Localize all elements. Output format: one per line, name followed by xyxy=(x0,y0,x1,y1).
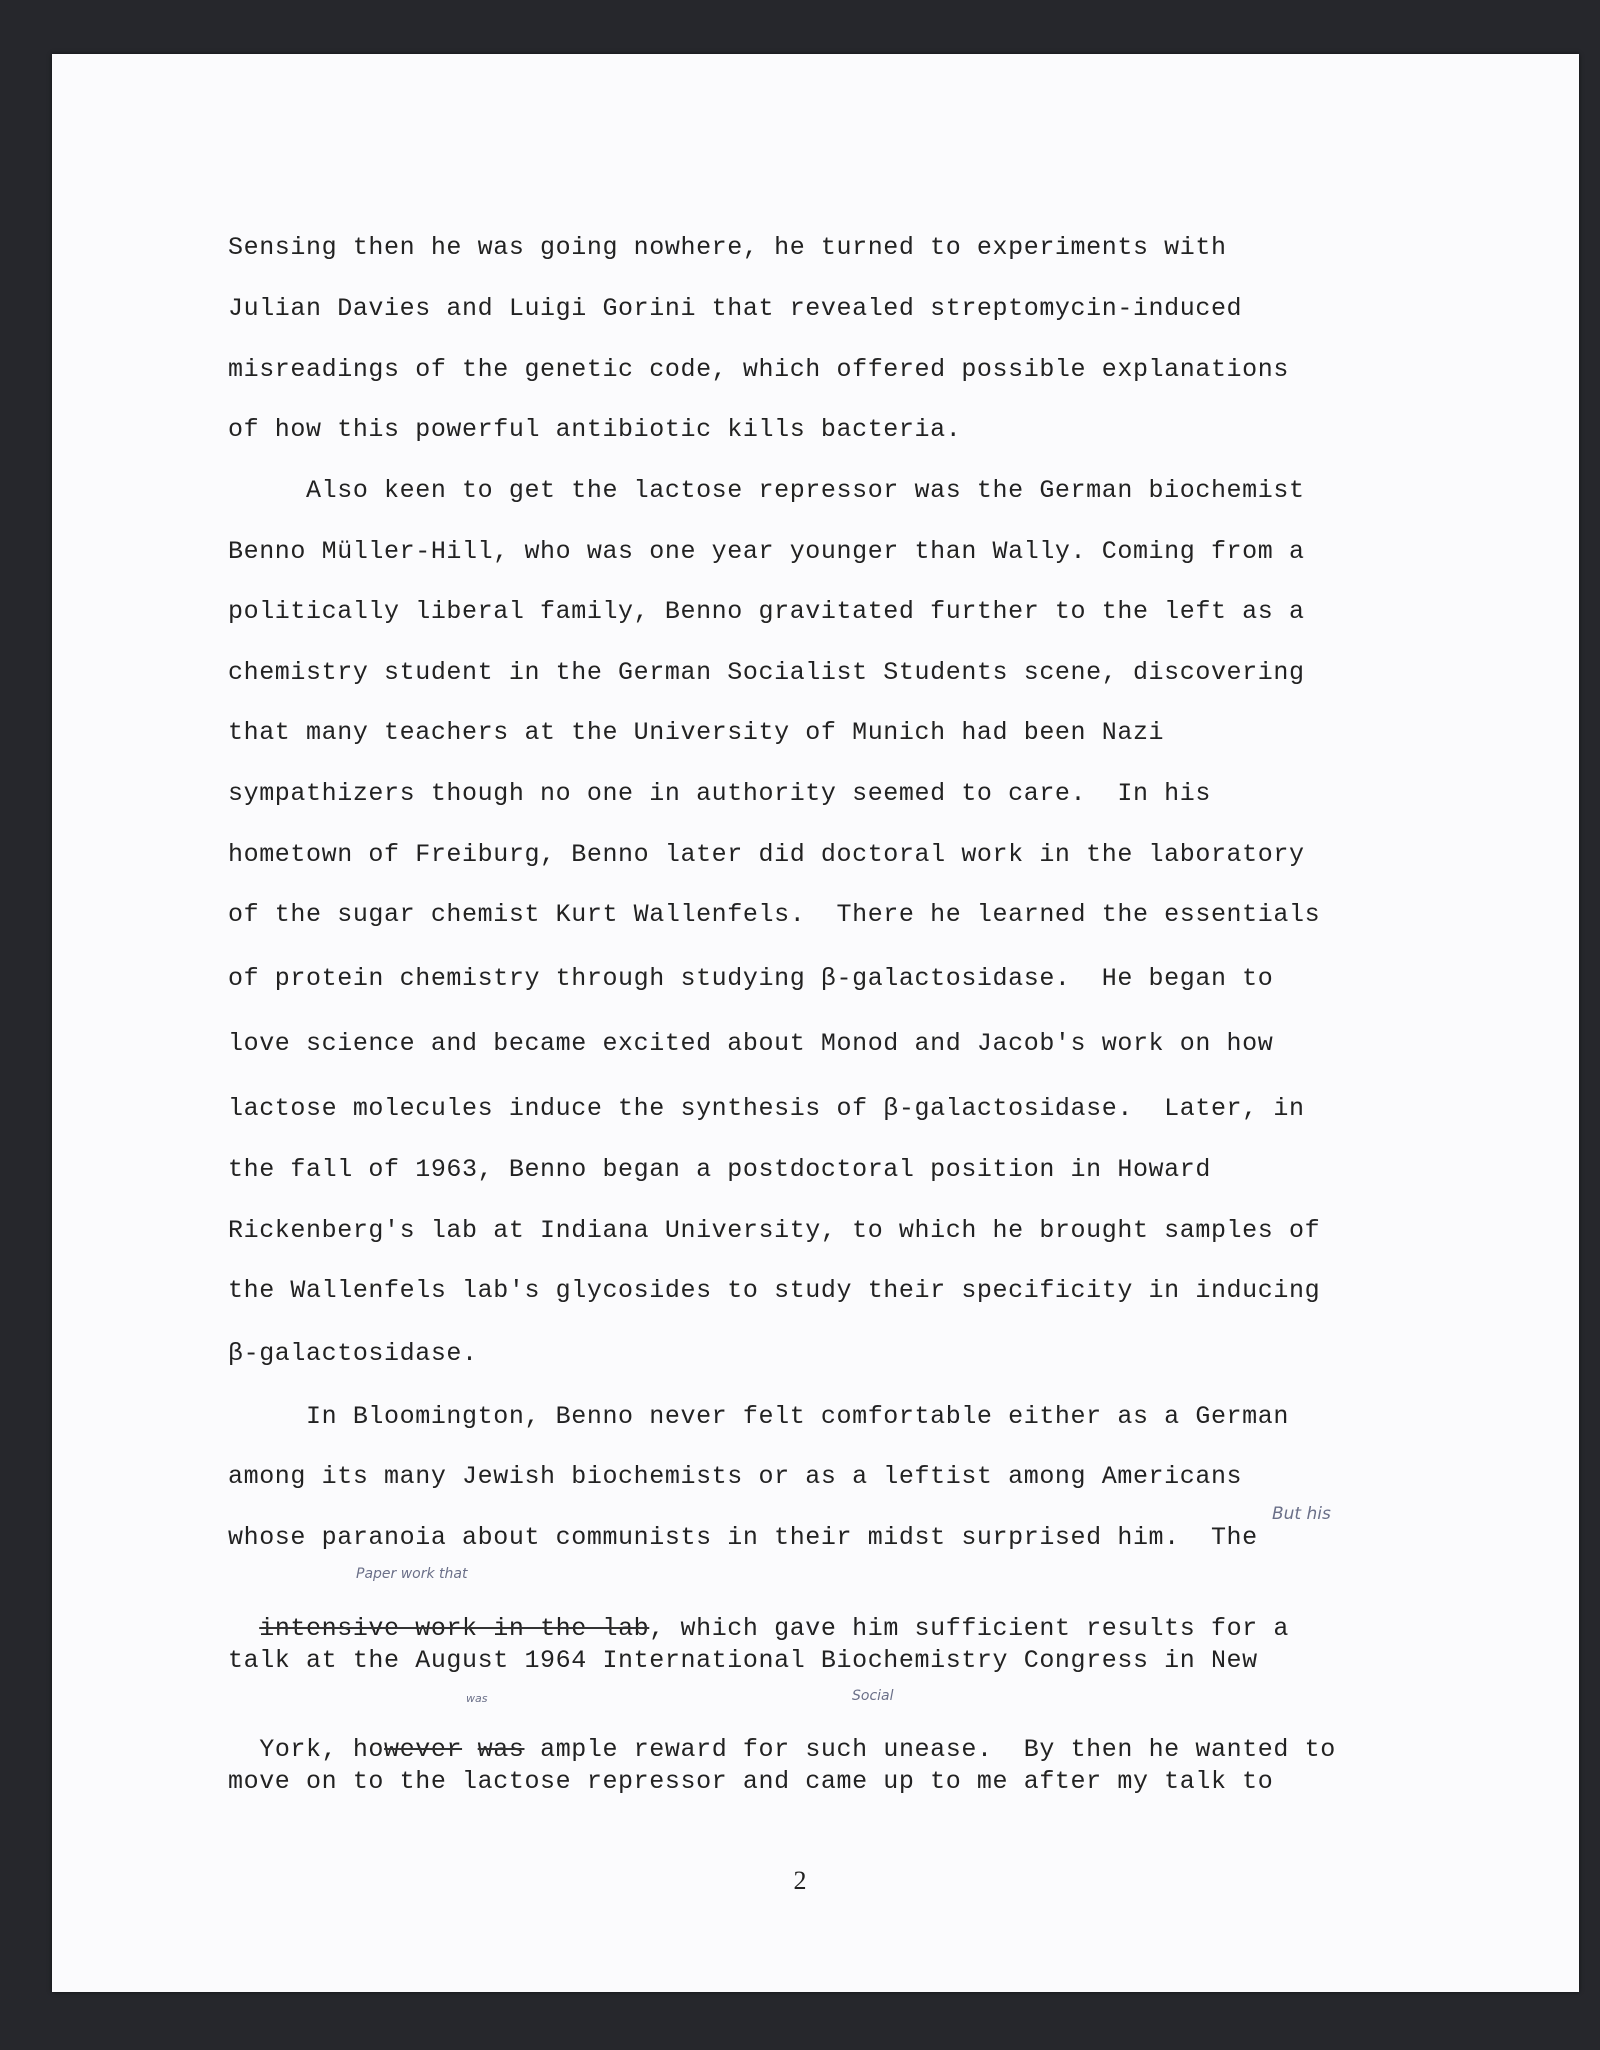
text-line: In Bloomington, Benno never felt comfortable either as a German xyxy=(228,1402,1289,1431)
text-line xyxy=(228,1585,1289,1643)
text-segment: ample reward for such unease. By then he wanted to xyxy=(524,1735,1336,1764)
handwritten-annotation: But his xyxy=(1272,1504,1331,1524)
text-line: love science and became excited about Monod and Jacob's work on how xyxy=(228,1029,1274,1058)
text-line: chemistry student in the German Socialist Students scene, discovering xyxy=(228,658,1305,687)
text-line: lactose molecules induce the synthesis of β-galactosidase. Later, in xyxy=(228,1094,1305,1123)
handwritten-annotation: was xyxy=(466,1692,488,1705)
text-line: talk at the August 1964 International Biochemistry Congress in New xyxy=(228,1646,1258,1675)
text-line: Benno Müller-Hill, who was one year younger than Wally. Coming from a xyxy=(228,537,1305,566)
text-line: the fall of 1963, Benno began a postdoctoral position in Howard xyxy=(228,1155,1211,1184)
handwritten-annotation: Social xyxy=(852,1688,894,1704)
text-line: of the sugar chemist Kurt Wallenfels. There he learned the essentials xyxy=(228,900,1321,929)
text-line xyxy=(228,1706,1336,1764)
text-line: Julian Davies and Luigi Gorini that revealed streptomycin-induced xyxy=(228,294,1243,323)
text-line: the Wallenfels lab's glycosides to study their specificity in inducing xyxy=(228,1276,1321,1305)
text-line: Also keen to get the lactose repressor was the German biochemist xyxy=(228,476,1305,505)
text-line: move on to the lactose repressor and came up to me after my talk to xyxy=(228,1767,1274,1796)
text-segment xyxy=(462,1735,478,1764)
text-line: among its many Jewish biochemists or as a leftist among Americans xyxy=(228,1462,1243,1491)
text-segment: York, ho xyxy=(259,1735,385,1764)
handwritten-annotation: Paper work that xyxy=(356,1566,468,1582)
struck-text: was xyxy=(477,1735,525,1764)
text-segment: , which gave him sufficient results for a xyxy=(649,1614,1289,1643)
text-line: hometown of Freiburg, Benno later did doctoral work in the laboratory xyxy=(228,840,1305,869)
text-line: sympathizers though no one in authority seemed to care. In his xyxy=(228,779,1211,808)
document-page xyxy=(52,54,1579,1992)
text-line: Sensing then he was going nowhere, he turned to experiments with xyxy=(228,233,1227,262)
text-line: politically liberal family, Benno gravitated further to the left as a xyxy=(228,597,1305,626)
struck-text: wever xyxy=(384,1735,463,1764)
text-line: misreadings of the genetic code, which offered possible explanations xyxy=(228,355,1289,384)
page-number: 2 xyxy=(793,1866,807,1895)
text-line: whose paranoia about communists in their midst surprised him. The xyxy=(228,1523,1258,1552)
text-line: of protein chemistry through studying β-galactosidase. He began to xyxy=(228,964,1274,993)
struck-text: intensive work in the lab xyxy=(259,1614,650,1643)
text-line: β-galactosidase. xyxy=(228,1339,478,1368)
text-line: that many teachers at the University of Munich had been Nazi xyxy=(228,718,1165,747)
text-line: Rickenberg's lab at Indiana University, to which he brought samples of xyxy=(228,1216,1321,1245)
text-line: of how this powerful antibiotic kills bacteria. xyxy=(228,415,962,444)
